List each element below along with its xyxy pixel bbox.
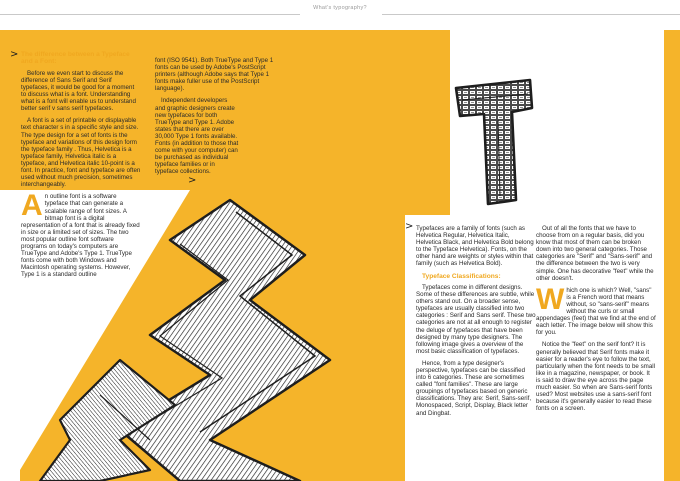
col3-paragraph-2: Typefaces come in different designs. Some of these differences are subtle, while others stand out. On a broader sense, typefaces are usually classified into two categories : Serif and Sans serif. These two categories are not at all enough to register the deluge of typefaces that have been designed by many type designers. The following image gives a overview of the most basic classification of typefaces. [416, 283, 536, 355]
col1-dropcap-block [21, 189, 141, 279]
column-2 [155, 57, 277, 181]
col1-paragraph-1: Before we even start to discuss the difference of Sans Serif and Serif typefaces, it would be good for a moment to discuss what is a font. Understanding what is a font will enable us to understand better serif v sans serif typefaces. [21, 69, 136, 113]
col2-paragraph-2: Independent developers and graphic designers create new typefaces for both TrueType and Type 1. Adobe states that there are over 30,000 Type 1 fonts available. Fonts (in addition to those that come with your computer) can be purchased as individual typeface families or in typeface collections. [155, 97, 239, 176]
yellow-strip-right [664, 30, 680, 481]
col3-paragraph-3: Hence, from a type designer's perspective, typefaces can be classified into 6 categories. These are sometimes called "font families". These are large groupings of typefaces based on generic classifications. They are: Serif, Sans-serif, Monospaced, Script, Display, Black letter and Dingbat. [416, 359, 532, 417]
dropcap-a: A [21, 189, 43, 223]
arrow-right-icon: > [10, 49, 19, 60]
column-1 [21, 51, 141, 283]
col4-dropcap-block [536, 282, 656, 337]
col4-paragraph-1: Out of all the fonts that we have to choose from on a regular basis, did you know that most of them can be broken down into two general categories. Those categories are "Serif" and "Sans-serif" and the difference between the two is very simple. One has decorative "feet" while the other doesn't. [536, 225, 654, 282]
col2-paragraph-1: font (ISO 9541). Both TrueType and Type 1 fonts can be used by Adobe's PostScript printers (although Adobe says that Type 1 fonts make fuller use of the PostScript language). [155, 57, 274, 93]
header-rule-right [382, 14, 680, 15]
dropcap-w: W [536, 282, 565, 316]
arrow-right-icon: > [405, 221, 414, 232]
heading-typeface-vs-font: The difference between a Typeface and a Font: [21, 51, 130, 66]
giant-yellow-t [338, 30, 450, 82]
column-4 [536, 225, 656, 417]
heading-typeface-classifications: Typeface Classifications: [422, 272, 501, 280]
col1-paragraph-2: A font is a set of printable or displayable text character s in a specific style and size. The type design for a set of fonts is the typeface and variations of this design form the typeface family . Thus, Helvetica is a typeface family, Helvetica italic is a typeface, and Helvetica italic 10-point is a font. In practice, font and typeface are often used without much precision, sometimes interchangeably. [21, 117, 141, 189]
col3-paragraph-1: Typefaces are a family of fonts (such as Helvetica Regular, Helvetica Italic, Helvetica Black, and Helvetica Bold belong to the Typeface Helvetica). Fonts, on the other hand are weights or styles within that family (such as Helvetica Bold). [416, 225, 534, 268]
column-3 [416, 225, 536, 422]
doodle-t-illustration [456, 80, 532, 204]
running-head: What's typography? [313, 5, 367, 11]
arrow-right-icon: > [188, 175, 197, 186]
header-rule-left [0, 14, 300, 15]
col4-paragraph-3: Notice the "feet" on the serif font? It is generally believed that Serif fonts make it easier for a reader's eye to follow the text, particularly when the font needs to be small like in a magazine, newspaper, or book. It is said to draw the eye across the page much easier. So when are Sans-serif fonts used? Most websites use a sans-serif font because it's generally easier to read these fonts on a screen. [536, 341, 656, 413]
col4-paragraph-2: hich one is which? Well, "sans" is a French word that means without, so "sans-serif" means without the curls or small appendages (feet) that we find at the end of each letter. The image below will show this for you. [536, 286, 656, 337]
col1-paragraph-3: n outline font is a software typeface that can generate a scalable range of font sizes. A bitmap font is a digital representation of a font that is already fixed in size or a limited set of sizes. The two most popular outline font software programs on today's computers are TrueType and Adobe's Type 1. TrueType fonts come with both Windows and Macintosh operating systems. However, Type 1 is a standard outline [21, 193, 140, 279]
